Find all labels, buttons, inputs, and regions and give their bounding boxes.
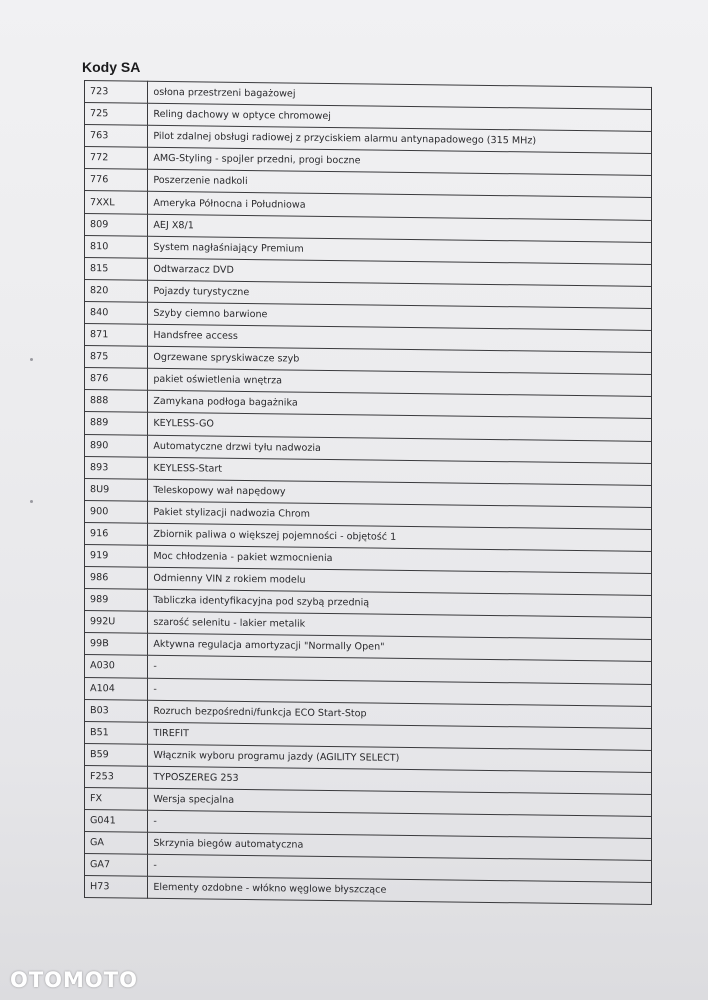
- option-code-cell: 99B: [85, 633, 148, 656]
- option-code-cell: 815: [85, 257, 148, 280]
- option-description-cell: Ogrzewane spryskiwacze szyb: [148, 346, 652, 374]
- option-description-cell: Tabliczka identyfikacyjna pod szybą przednią: [148, 589, 652, 617]
- option-code-cell: 989: [85, 589, 148, 612]
- option-description-cell: Ameryka Północna i Południowa: [148, 192, 652, 220]
- option-description-cell: Skrzynia biegów automatyczna: [148, 832, 652, 860]
- option-code-cell: H73: [85, 876, 148, 899]
- option-description-cell: -: [148, 855, 652, 883]
- option-description-cell: -: [148, 678, 652, 706]
- option-code-cell: 876: [85, 368, 148, 391]
- option-description-cell: Odtwarzacz DVD: [148, 258, 652, 286]
- option-code-cell: 919: [85, 544, 148, 567]
- option-description-cell: Teleskopowy wał napędowy: [148, 479, 652, 507]
- option-code-cell: 810: [85, 235, 148, 258]
- option-code-cell: B59: [85, 743, 148, 766]
- option-code-cell: FX: [85, 788, 148, 811]
- option-code-cell: B51: [85, 721, 148, 744]
- option-description-cell: Aktywna regulacja amortyzacji "Normally Open": [148, 634, 652, 662]
- option-description-cell: KEYLESS-Start: [148, 457, 652, 485]
- option-description-cell: Moc chłodzenia - pakiet wzmocnienia: [148, 545, 652, 573]
- option-code-cell: F253: [85, 765, 148, 788]
- option-description-cell: Odmienny VIN z rokiem modelu: [148, 567, 652, 595]
- option-description-cell: -: [148, 656, 652, 684]
- option-description-cell: Rozruch bezpośredni/funkcja ECO Start-Stop: [148, 700, 652, 728]
- option-description-cell: Handsfree access: [148, 324, 652, 352]
- option-description-cell: AEJ X8/1: [148, 214, 652, 242]
- option-description-cell: Pilot zdalnej obsługi radiowej z przyciskiem alarmu antynapadowego (315 MHz): [148, 125, 652, 153]
- option-code-cell: A030: [85, 655, 148, 678]
- option-code-cell: GA7: [85, 854, 148, 877]
- option-code-cell: 875: [85, 346, 148, 369]
- option-code-cell: 725: [85, 103, 148, 126]
- option-description-cell: Automatyczne drzwi tyłu nadwozia: [148, 435, 652, 463]
- option-code-cell: 871: [85, 324, 148, 347]
- otomoto-watermark-logo: OTOMOTO: [10, 968, 138, 992]
- option-code-cell: G041: [85, 810, 148, 833]
- option-description-cell: Szyby ciemno barwione: [148, 302, 652, 330]
- paper-speck: [30, 500, 33, 503]
- codes-table-body: [85, 81, 652, 905]
- option-description-cell: pakiet oświetlenia wnętrza: [148, 368, 652, 396]
- option-code-cell: 900: [85, 500, 148, 523]
- option-code-cell: 763: [85, 125, 148, 148]
- option-code-cell: 986: [85, 567, 148, 590]
- option-code-cell: B03: [85, 699, 148, 722]
- option-code-cell: 7XXL: [85, 191, 148, 214]
- option-code-cell: GA: [85, 832, 148, 855]
- option-code-cell: 820: [85, 279, 148, 302]
- option-description-cell: TIREFIT: [148, 722, 652, 750]
- option-description-cell: Pakiet stylizacji nadwozia Chrom: [148, 501, 652, 529]
- option-code-cell: 776: [85, 169, 148, 192]
- option-code-cell: 889: [85, 412, 148, 435]
- option-code-cell: 840: [85, 301, 148, 324]
- option-code-cell: 809: [85, 213, 148, 236]
- option-code-cell: 888: [85, 390, 148, 413]
- codes-table: [84, 80, 652, 905]
- option-code-cell: 916: [85, 522, 148, 545]
- option-description-cell: Zamykana podłoga bagażnika: [148, 391, 652, 419]
- option-description-cell: Wersja specjalna: [148, 788, 652, 816]
- option-code-cell: A104: [85, 677, 148, 700]
- document-title: Kody SA: [82, 59, 141, 75]
- option-description-cell: System nagłaśniający Premium: [148, 236, 652, 264]
- option-description-cell: Włącznik wyboru programu jazdy (AGILITY SELECT): [148, 744, 652, 772]
- paper-speck: [30, 358, 33, 361]
- option-description-cell: Reling dachowy w optyce chromowej: [148, 103, 652, 131]
- option-description-cell: AMG-Styling - spojler przedni, progi boczne: [148, 148, 652, 176]
- option-description-cell: szarość selenitu - lakier metalik: [148, 612, 652, 640]
- option-description-cell: KEYLESS-GO: [148, 413, 652, 441]
- option-code-cell: 723: [85, 81, 148, 104]
- option-description-cell: osłona przestrzeni bagażowej: [148, 81, 652, 109]
- option-code-cell: 772: [85, 147, 148, 170]
- option-description-cell: Poszerzenie nadkoli: [148, 170, 652, 198]
- option-code-cell: 893: [85, 456, 148, 479]
- option-description-cell: Elementy ozdobne - włókno węglowe błyszczące: [148, 877, 652, 905]
- option-description-cell: Pojazdy turystyczne: [148, 280, 652, 308]
- option-description-cell: Zbiornik paliwa o większej pojemności - objętość 1: [148, 523, 652, 551]
- option-code-cell: 992U: [85, 611, 148, 634]
- option-code-cell: 890: [85, 434, 148, 457]
- option-description-cell: -: [148, 810, 652, 838]
- option-description-cell: TYPOSZEREG 253: [148, 766, 652, 794]
- option-code-cell: 8U9: [85, 478, 148, 501]
